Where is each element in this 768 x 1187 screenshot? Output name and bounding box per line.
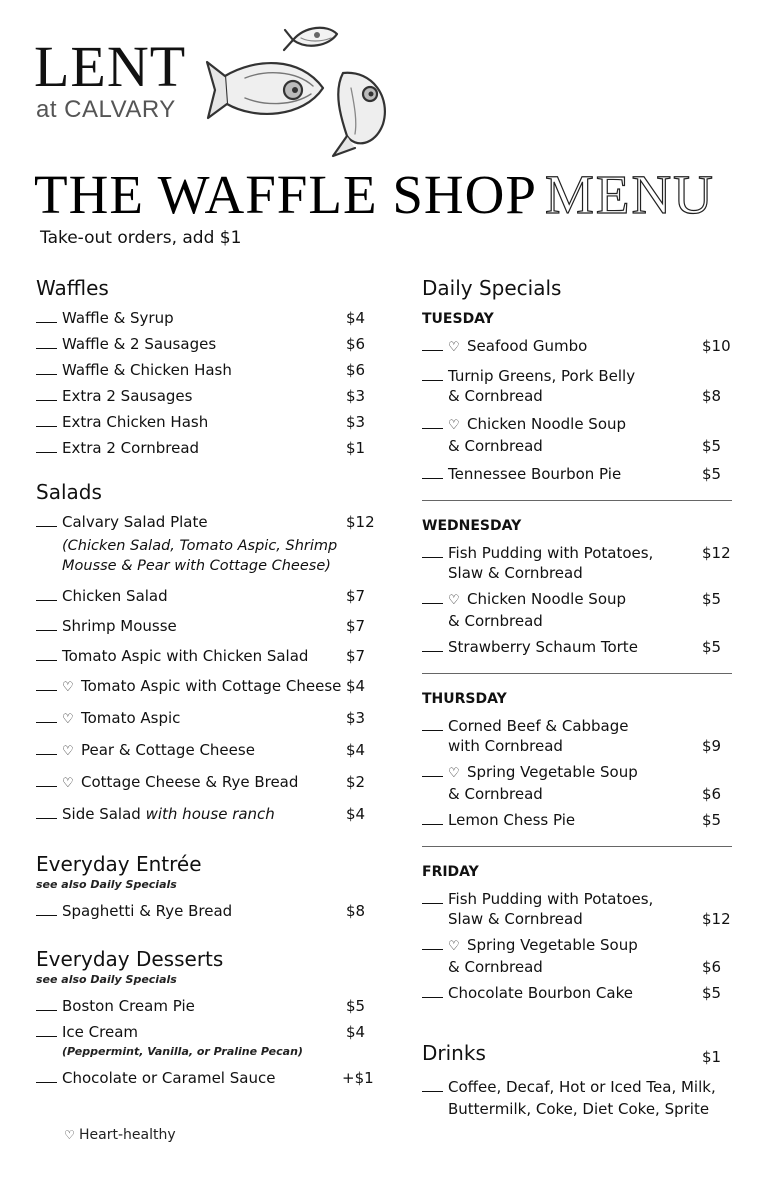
item-name: Slaw & Cornbread [448,910,583,928]
order-blank [36,741,57,755]
item-price: $10 [702,337,731,355]
item-name: Tomato Aspic with Chicken Salad [62,647,309,665]
item-price: $4 [346,677,366,695]
item-name: Side Salad [62,805,141,823]
item-name: & Cornbread [448,387,543,405]
order-blank [36,413,57,427]
order-blank [422,590,443,604]
menu-item [36,676,376,698]
order-blank [36,513,57,527]
item-name: Chocolate Bourbon Cake [448,984,633,1002]
day-title-thursday: THURSDAY [422,691,507,707]
menu-item [36,772,376,794]
order-blank [36,309,57,323]
order-blank [36,709,57,723]
item-price: $6 [702,958,722,976]
day-title-wednesday: WEDNESDAY [422,518,522,534]
menu-item [422,1077,732,1097]
order-blank [422,890,443,904]
menu-item [36,901,376,921]
item-name: Ice Cream [62,1023,139,1041]
item-name: Spaghetti & Rye Bread [62,902,233,920]
item-price: $9 [702,737,722,755]
order-blank [422,811,443,825]
section-note: see also Daily Specials [36,878,177,891]
item-name: Calvary Salad Plate [62,513,208,531]
item-price: $2 [346,773,366,791]
order-blank [36,617,57,631]
order-blank [36,805,57,819]
item-price: $12 [702,910,731,928]
item-name: Waffle & 2 Sausages [62,335,217,353]
section-title-daily-specials: Daily Specials [422,276,562,300]
menu-item [36,708,376,730]
heart-icon: ♡ [448,418,460,433]
menu-item-continued [422,957,732,977]
item-name: Corned Beef & Cabbage [448,717,629,735]
order-blank [36,677,57,691]
menu-item [36,804,376,824]
item-price: $6 [702,785,722,803]
item-price: $7 [346,647,366,665]
item-description: with house ranch [145,805,275,823]
item-name: Extra 2 Sausages [62,387,193,405]
day-title-tuesday: TUESDAY [422,311,494,327]
item-price: $3 [346,413,366,431]
heart-icon: ♡ [448,766,460,781]
section-title-waffles: Waffles [36,276,109,300]
menu-item [36,412,376,432]
menu-item [422,637,732,657]
headline-main: THE WAFFLE SHOP [34,164,537,225]
menu-headline [34,163,744,225]
salads-list [36,512,376,824]
heart-icon: ♡ [62,680,74,695]
item-name: & Cornbread [448,612,543,630]
item-name: Extra Chicken Hash [62,413,209,431]
item-price: $8 [346,902,366,920]
item-price: $1 [346,439,366,457]
menu-item [36,360,376,380]
item-name: Spring Vegetable Soup [467,763,638,781]
logo-title: LENT [34,34,187,99]
item-name: Tennessee Bourbon Pie [448,465,622,483]
order-blank [422,763,443,777]
menu-item-continued [422,1099,732,1119]
item-name: & Cornbread [448,437,543,455]
item-name: Tomato Aspic with Cottage Cheese [81,677,342,695]
item-price: $6 [346,361,366,379]
order-blank [36,1069,57,1083]
menu-item [36,438,376,458]
item-price: $3 [346,709,366,727]
section-title-salads: Salads [36,480,102,504]
menu-item-continued [422,436,732,456]
menu-item [422,464,732,484]
item-name: Cottage Cheese & Rye Bread [81,773,299,791]
item-name: Fish Pudding with Potatoes, [448,890,654,908]
order-blank [36,997,57,1011]
order-blank [36,647,57,661]
item-price: $1 [702,1048,722,1066]
menu-item [36,334,376,354]
item-price: $5 [702,465,722,483]
item-price: $7 [346,617,366,635]
section-note: see also Daily Specials [36,973,177,986]
order-blank [36,1023,57,1037]
item-price: $5 [346,997,366,1015]
menu-item [422,366,732,386]
item-name: Shrimp Mousse [62,617,177,635]
item-name: Strawberry Schaum Torte [448,638,638,656]
item-name: Chicken Noodle Soup [467,590,627,608]
item-price: $6 [346,335,366,353]
item-name: Buttermilk, Coke, Diet Coke, Sprite [448,1100,710,1118]
section-title-entree: Everyday Entrée [36,852,202,876]
order-blank [36,773,57,787]
logo-subtitle: at CALVARY [36,96,176,123]
menu-item [422,543,732,563]
menu-item [422,589,732,611]
menu-item [422,983,732,1003]
divider [422,846,732,847]
order-blank [422,337,443,351]
item-name: Lemon Chess Pie [448,811,576,829]
item-name: Spring Vegetable Soup [467,936,638,954]
menu-item [36,512,376,532]
menu-item [422,935,732,957]
item-price: $5 [702,590,722,608]
right-column [422,272,732,1119]
menu-item [36,1068,376,1088]
menu-item [36,616,376,636]
order-blank [422,936,443,950]
heart-icon: ♡ [62,776,74,791]
item-name: Tomato Aspic [81,709,181,727]
item-name: Seafood Gumbo [467,337,588,355]
item-price: $7 [346,587,366,605]
waffles-list [36,308,376,458]
divider [422,500,732,501]
menu-item-continued [422,386,732,406]
item-description: (Peppermint, Vanilla, or Praline Pecan) [62,1045,303,1058]
fish-logo-icon [205,18,400,158]
headline-outline: MENU [544,164,715,225]
menu-item-continued [422,563,732,583]
menu-item [36,740,376,762]
item-name: Chicken Noodle Soup [467,415,627,433]
item-name: Slaw & Cornbread [448,564,583,582]
order-blank [36,335,57,349]
menu-item [422,810,732,830]
order-blank [422,415,443,429]
item-price: $5 [702,984,722,1002]
item-name: Chocolate or Caramel Sauce [62,1069,276,1087]
item-price: $12 [346,513,375,531]
order-blank [422,1078,443,1092]
menu-item [36,1022,376,1042]
drinks-header [422,1039,732,1067]
heart-icon: ♡ [64,1128,75,1142]
day-title-friday: FRIDAY [422,864,479,880]
item-price: $5 [702,437,722,455]
heart-icon: ♡ [448,340,460,355]
item-price: $5 [702,811,722,829]
menu-item [36,308,376,328]
section-title-drinks: Drinks [422,1041,486,1065]
heart-icon: ♡ [448,939,460,954]
menu-item-continued [422,909,732,929]
order-blank [422,717,443,731]
menu-item [422,414,732,436]
order-blank [36,387,57,401]
divider [422,673,732,674]
item-name: & Cornbread [448,958,543,976]
item-price: $4 [346,1023,366,1041]
item-name: & Cornbread [448,785,543,803]
order-blank [36,902,57,916]
menu-item [36,646,376,666]
item-price: $3 [346,387,366,405]
item-price: $4 [346,805,366,823]
menu-item-continued [422,784,732,804]
item-price: +$1 [342,1069,374,1087]
item-name: Waffle & Chicken Hash [62,361,232,379]
item-price: $8 [702,387,722,405]
heart-icon: ♡ [62,712,74,727]
takeout-note: Take-out orders, add $1 [40,228,242,248]
left-column [36,272,376,1088]
order-blank [422,465,443,479]
item-price: $4 [346,309,366,327]
item-price: $12 [702,544,731,562]
item-price: $5 [702,638,722,656]
menu-item [422,762,732,784]
order-blank [422,367,443,381]
heart-healthy-legend [64,1127,176,1143]
item-price: $4 [346,741,366,759]
item-name: Extra 2 Cornbread [62,439,200,457]
order-blank [36,587,57,601]
item-name: Waffle & Syrup [62,309,174,327]
menu-item [422,716,732,736]
order-blank [422,638,443,652]
menu-item [36,586,376,606]
item-description: (Chicken Salad, Tomato Aspic, Shrimp Mousse & Pear with Cottage Cheese) [62,538,338,574]
item-name: Boston Cream Pie [62,997,195,1015]
order-blank [422,984,443,998]
item-name: with Cornbread [448,737,563,755]
item-name: Coffee, Decaf, Hot or Iced Tea, Milk, [448,1078,716,1096]
heart-icon: ♡ [448,593,460,608]
item-name: Fish Pudding with Potatoes, [448,544,654,562]
menu-item [422,889,732,909]
menu-item [422,336,732,358]
menu-item [36,386,376,406]
item-name: Pear & Cottage Cheese [81,741,255,759]
menu-item-continued [422,736,732,756]
item-name: Turnip Greens, Pork Belly [448,367,636,385]
legend-label: Heart-healthy [79,1127,176,1143]
order-blank [36,439,57,453]
section-title-desserts: Everyday Desserts [36,947,224,971]
menu-item [36,996,376,1016]
item-name: Chicken Salad [62,587,168,605]
order-blank [36,361,57,375]
heart-icon: ♡ [62,744,74,759]
menu-item-continued [422,611,732,631]
order-blank [422,544,443,558]
